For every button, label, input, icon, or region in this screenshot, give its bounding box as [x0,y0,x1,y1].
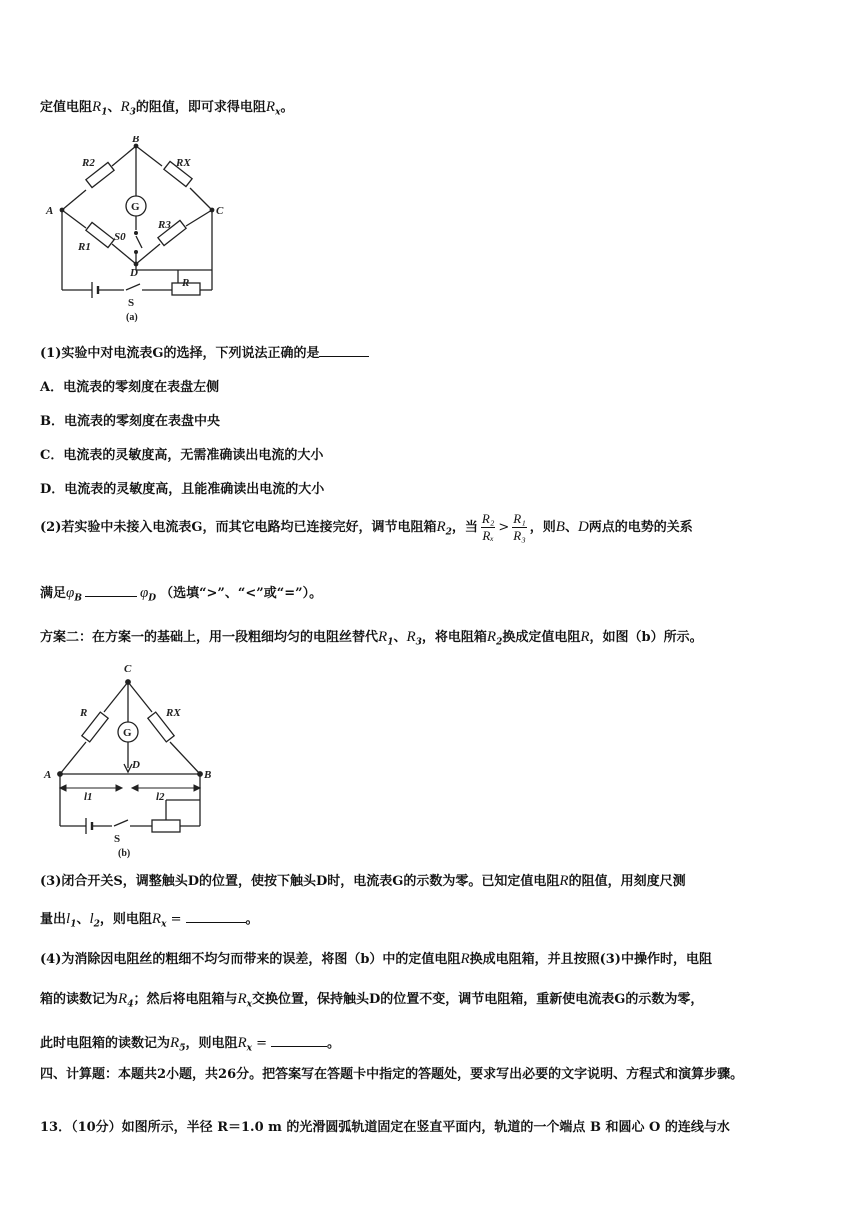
question-4-line-1 [40,948,712,968]
node-label-d: D [132,759,140,771]
separator: 、 [564,520,578,535]
q2-text: ，当 [451,520,478,535]
node-label-d: D [130,267,138,279]
switch-label-s0: S0 [114,231,126,243]
intro-text: 的阻值，即可求得电阻 [135,100,266,115]
subscript: 3 [415,637,422,648]
subscript: 1 [101,107,108,118]
subscript: 5 [179,1043,186,1054]
q1-option-b: B．电流表的零刻度在表盘中央 [40,414,220,429]
section-4-heading: 四、计算题：本题共2小题，共26分。把答案写在答题卡中指定的答题处，要求写出必要的文字说明、方程式和演算步骤。 [40,1067,744,1082]
figure-a-bridge-circuit [40,136,230,326]
symbol-r1: R [378,629,388,645]
question-3-line-2 [40,908,259,930]
symbol-phi-d: φ [139,585,149,601]
figure-b-slide-wire-circuit [40,660,230,864]
node-label-c: C [124,663,132,675]
galvanometer-label: G [123,727,132,739]
greater-than: > [498,520,510,535]
symbol-phi-b: φ [66,585,75,601]
question-3-line-1 [40,870,686,890]
symbol-r2: R [486,629,497,645]
symbol-rx: R [265,99,276,115]
resistor-label-r1: R1 [78,241,91,253]
plan2-text: 换成定值电阻 [502,630,581,645]
intro-text: 定值电阻 [40,100,93,115]
symbol-r: R [580,629,590,645]
symbol-r2: R [436,519,446,535]
q4-text: ；然后将电阻箱与 [133,992,238,1007]
q1-text: (1)实验中对电流表G的选择，下列说法正确的是 [40,346,320,361]
q4-text: 箱的读数记为 [40,992,119,1007]
numerator: R₂ [481,511,495,526]
symbol-r: R [559,873,569,889]
q2-text: （选填“>”、“<”或“=”）。 [160,586,323,601]
subscript: 2 [93,919,100,930]
subscript: x [275,107,281,118]
question-1-stem [40,342,369,361]
period: 。 [280,100,294,115]
resistor-label-r: R [80,707,88,719]
symbol-d: D [577,519,589,535]
resistor-label-r2: R2 [82,157,95,169]
node-label-b: B [132,136,140,145]
node-label-a: A [46,205,54,217]
subscript: x [246,999,253,1010]
symbol-r5: R [170,1035,180,1051]
plan-2-line [40,626,703,648]
separator: 、 [107,100,121,115]
switch-label-s: S [128,297,135,309]
fraction-r1-over-r3 [512,511,526,544]
length-label-l1: l1 [84,791,93,803]
symbol-l2: l [89,911,94,927]
figure-a-caption: (a) [126,312,138,323]
numerator: R₁ [513,511,526,526]
q1-option-c: C．电流表的灵敏度高，无需准确读出电流的大小 [40,448,324,463]
symbol-r4: R [118,991,128,1007]
subscript: 4 [127,999,134,1010]
q4-text: (4)为消除因电阻丝的粗细不均匀而带来的误差，将图（b）中的定值电阻 [40,952,461,967]
symbol-r3: R [120,99,130,115]
q4-text: 交换位置，保持触头D的位置不变，调节电阻箱，重新使电流表G的示数为零， [252,992,704,1007]
question-4-line-2 [40,988,703,1010]
answer-blank[interactable] [319,344,369,357]
q1-option-a: A．电流表的零刻度在表盘左侧 [40,380,220,395]
rheostat-label-r: R [182,277,190,289]
symbol-rx: R [151,911,162,927]
subscript: D [148,593,157,604]
q2-text: 两点的电势的关系 [588,520,693,535]
symbol-l1: l [66,911,71,927]
separator: 、 [393,630,407,645]
galvanometer-label: G [131,201,140,213]
subscript: 3 [129,107,136,118]
fraction-r2-over-rx [481,511,495,544]
resistor-label-r3: R3 [158,219,171,231]
question-2-line-2 [40,582,322,604]
q3-text: (3)闭合开关S，调整触头D的位置，使按下触头D时，电流表G的示数为零。已知定值电阻 [40,874,560,889]
subscript: B [74,593,82,604]
q2-text: 满足 [40,586,67,601]
symbol-rx: R [237,991,247,1007]
q2-text: ，则 [529,520,556,535]
q3-text: 的阻值，用刻度尺测 [568,874,686,889]
node-label-c: C [216,205,224,217]
subscript: x [246,1043,253,1054]
switch-label-s: S [114,833,121,845]
denominator: Rₓ [482,528,494,543]
subscript: 1 [70,919,77,930]
q4-text: 此时电阻箱的读数记为 [40,1036,171,1051]
subscript: 2 [445,527,452,538]
resistor-label-rx: RX [176,157,191,169]
resistor-label-rx: RX [166,707,181,719]
equals: = [166,912,182,927]
plan2-text: 方案二：在方案一的基础上，用一段粗细均匀的电阻丝替代 [40,630,379,645]
figure-b-caption: (b) [118,848,131,859]
answer-blank[interactable] [271,1034,327,1047]
period: 。 [327,1036,341,1051]
separator: 、 [76,912,90,927]
q4-text: 换成电阻箱，并且按照(3)中操作时，电阻 [469,952,712,967]
q3-text: 量出 [40,912,67,927]
symbol-b: B [555,519,565,535]
subscript: x [161,919,167,930]
q3-text: ，则电阻 [99,912,152,927]
question-13-line: 13．（10分）如图所示，半径 R＝1.0 m 的光滑圆弧轨道固定在竖直平面内，轨道的一个端点 B 和圆心 O 的连线与水 [40,1120,730,1135]
q1-option-d: D．电流表的灵敏度高，且能准确读出电流的大小 [40,482,325,497]
question-2-line-1 [40,511,693,544]
symbol-r3: R [406,629,416,645]
intro-line [40,96,293,118]
period: 。 [245,912,259,927]
length-label-l2: l2 [156,791,165,803]
denominator: R₃ [513,528,526,543]
node-label-b: B [204,769,212,781]
symbol-r1: R [92,99,102,115]
q4-text: ，则电阻 [185,1036,238,1051]
symbol-r: R [460,951,470,967]
equals: = [252,1036,268,1051]
q2-text: (2)若实验中未接入电流表G，而其它电路均已连接完好，调节电阻箱 [40,520,437,535]
question-4-line-3 [40,1032,340,1054]
plan2-text: ，将电阻箱 [421,630,487,645]
subscript: 1 [387,637,394,648]
node-label-a: A [44,769,52,781]
plan2-text: ，如图（b）所示。 [589,630,703,645]
answer-blank[interactable] [85,584,137,597]
symbol-rx: R [237,1035,247,1051]
answer-blank[interactable] [186,910,246,923]
subscript: 2 [496,637,503,648]
